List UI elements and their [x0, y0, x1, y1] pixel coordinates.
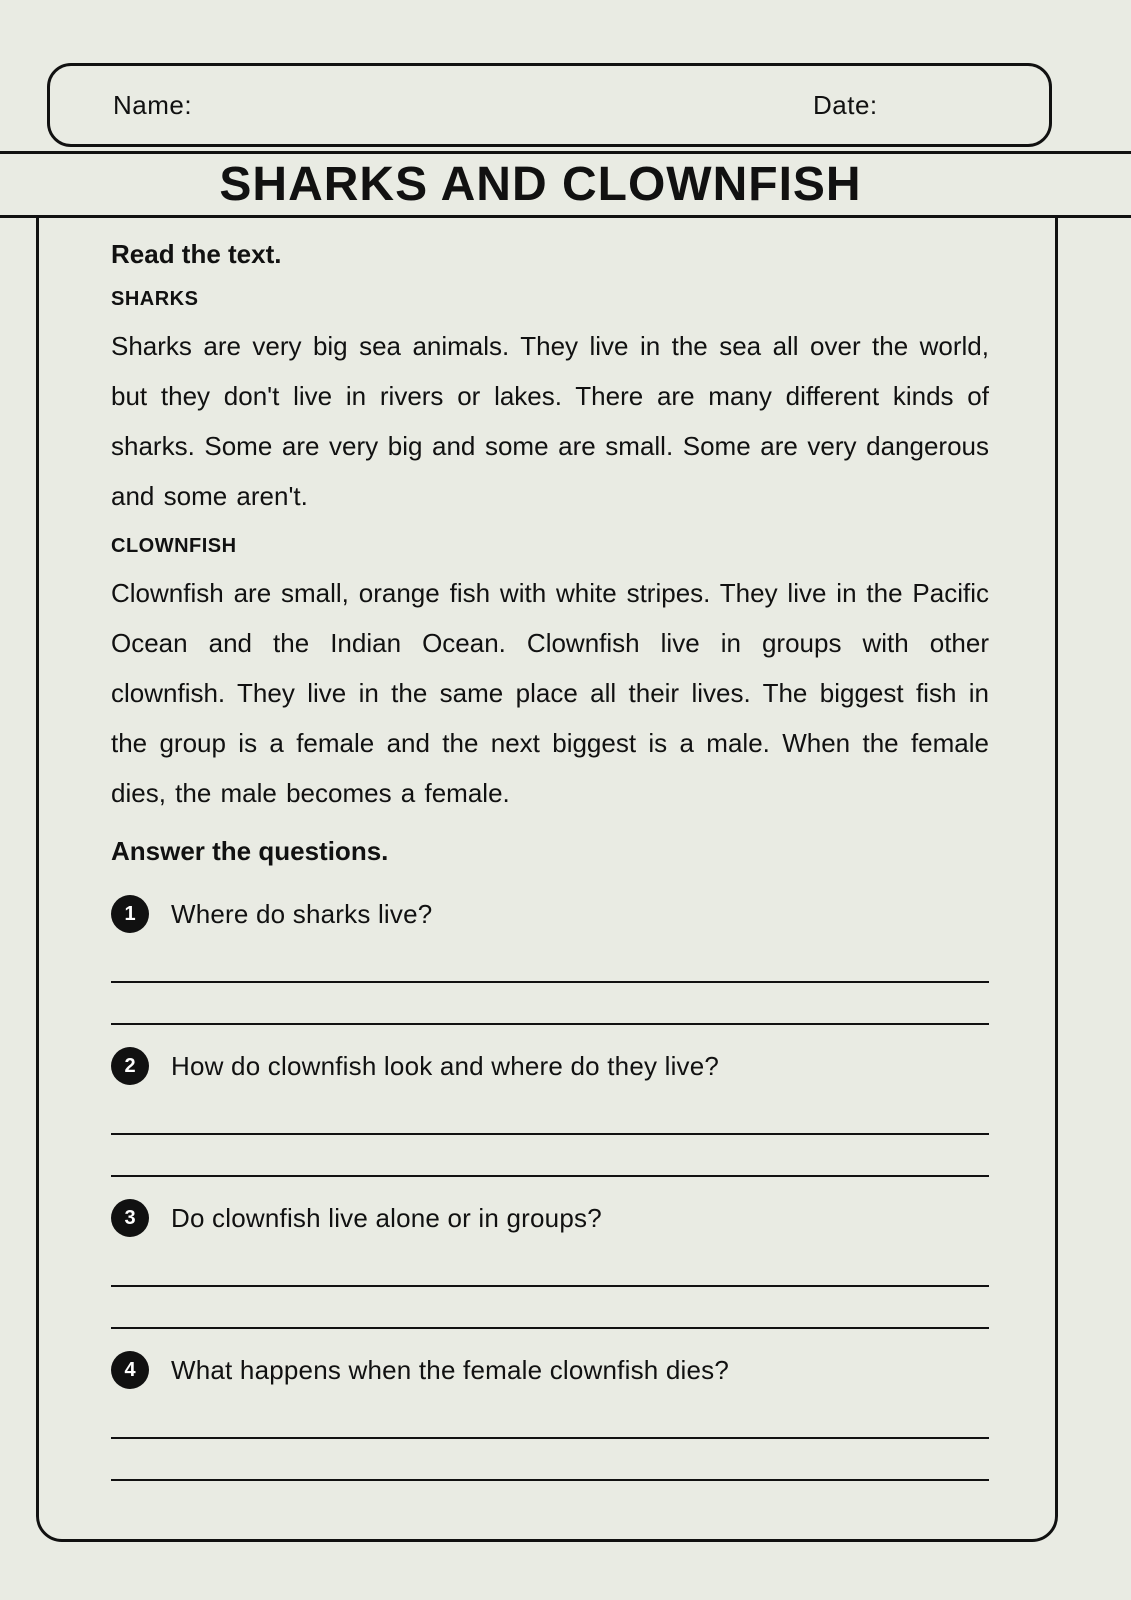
answer-line[interactable]	[111, 1135, 989, 1177]
answer-line[interactable]	[111, 1439, 989, 1481]
question-number-badge: 3	[111, 1199, 149, 1237]
question-text: Do clownfish live alone or in groups?	[171, 1202, 602, 1233]
answer-line[interactable]	[111, 1287, 989, 1329]
question-row	[111, 1351, 989, 1389]
date-label: Date:	[813, 90, 878, 120]
answer-line[interactable]	[111, 1245, 989, 1287]
section-heading-sharks: SHARKS	[111, 288, 199, 310]
question-row	[111, 895, 989, 933]
title-banner	[0, 151, 1131, 218]
answer-line[interactable]	[111, 1093, 989, 1135]
question-text: Where do sharks live?	[171, 898, 433, 929]
question-block	[111, 1199, 989, 1329]
content-inner	[39, 181, 1055, 1481]
question-block	[111, 1351, 989, 1481]
name-label: Name:	[113, 90, 193, 120]
question-number-badge: 1	[111, 895, 149, 933]
question-text: How do clownfish look and where do they live?	[171, 1050, 720, 1081]
section-text-clownfish: Clownfish are small, orange fish with white stripes. They live in the Pacific Ocean and the Indian Ocean. Clownfish live in groups with other clownfish. They live in the same place all their lives. The biggest fish in the group is a female and the next biggest is a male. When the female dies, the male becomes a female.	[111, 578, 989, 808]
answer-line[interactable]	[111, 941, 989, 983]
question-number-badge: 4	[111, 1351, 149, 1389]
name-date-box	[47, 63, 1052, 147]
question-row	[111, 1199, 989, 1237]
question-block	[111, 1047, 989, 1177]
question-number-badge: 2	[111, 1047, 149, 1085]
answer-line[interactable]	[111, 1397, 989, 1439]
content-box	[36, 178, 1058, 1542]
section-heading-clownfish: CLOWNFISH	[111, 535, 237, 557]
read-instruction: Read the text.	[111, 239, 282, 269]
page-title: SHARKS AND CLOWNFISH	[219, 158, 862, 211]
question-text: What happens when the female clownfish dies?	[171, 1354, 730, 1385]
answer-instruction: Answer the questions.	[111, 836, 389, 866]
answer-line[interactable]	[111, 983, 989, 1025]
question-row	[111, 1047, 989, 1085]
section-text-sharks: Sharks are very big sea animals. They live in the sea all over the world, but they don't live in rivers or lakes. There are many different kinds of sharks. Some are very big and some are small. Some are very dangerous and some aren't.	[111, 331, 989, 511]
question-block	[111, 895, 989, 1025]
